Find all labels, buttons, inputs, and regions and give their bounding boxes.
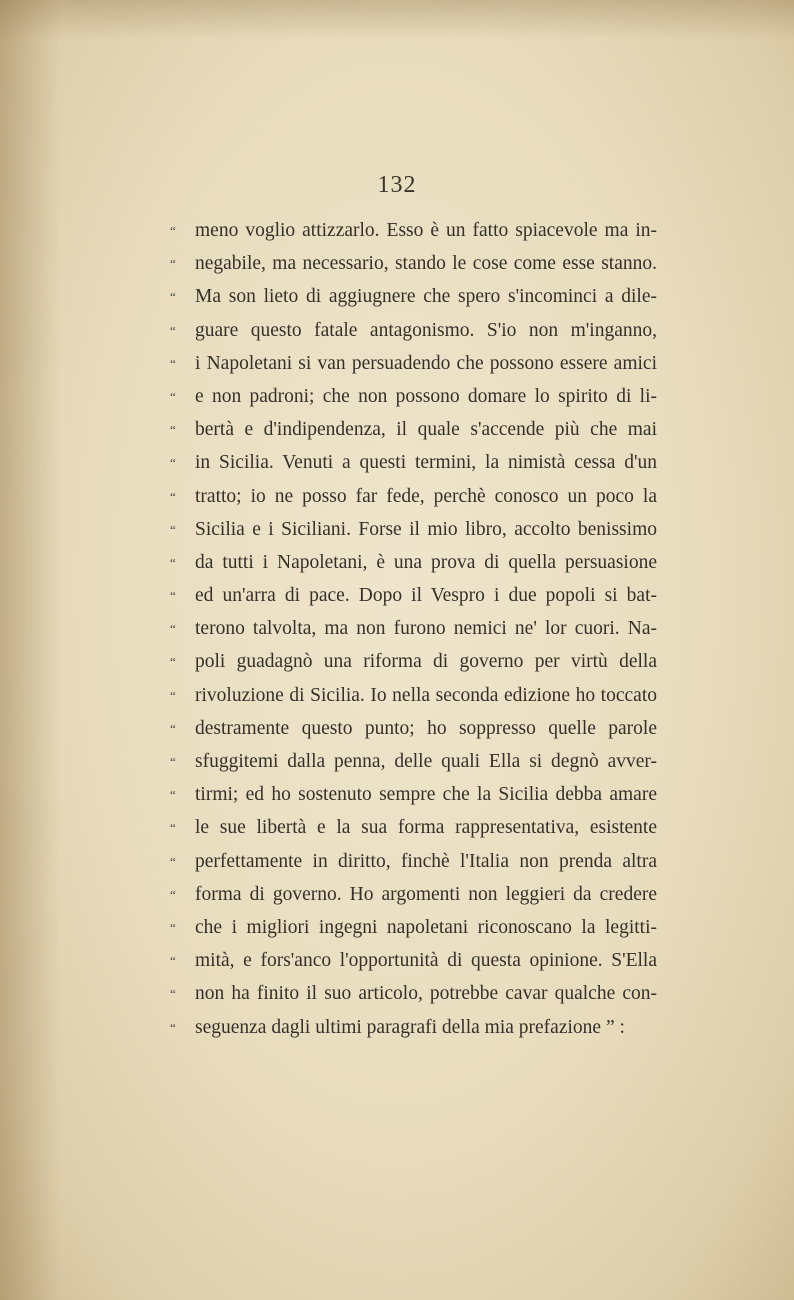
line-text: terono talvolta, ma non furono nemici ne' lor cuori. Na-	[195, 618, 657, 640]
line-text: da tutti i Napoletani, è una prova di quella persuasione	[195, 551, 657, 573]
quote-mark: “	[170, 488, 176, 504]
line-text: Sicilia e i Siciliani. Forse il mio libro, accolto benissimo	[195, 518, 657, 540]
line-text: negabile, ma necessario, stando le cose come esse stanno.	[195, 253, 657, 275]
text-line	[0, 977, 794, 1010]
line-text: mità, e fors'anco l'opportunità di questa opinione. S'Ella	[195, 950, 657, 972]
text-line	[0, 1011, 794, 1044]
text-line	[0, 380, 794, 413]
text-line	[0, 413, 794, 446]
quote-mark: “	[170, 588, 176, 604]
line-text: seguenza dagli ultimi paragrafi della mia prefazione ” :	[195, 1016, 625, 1038]
quote-mark: “	[170, 754, 176, 769]
quote-mark: “	[170, 886, 176, 902]
text-line	[0, 645, 794, 678]
text-line	[0, 679, 794, 712]
line-text: tratto; io ne posso far fede, perchè conosco un poco la	[195, 485, 657, 507]
text-line	[0, 778, 794, 811]
quote-mark: “	[170, 1019, 176, 1035]
quote-mark: “	[170, 687, 176, 703]
text-line	[0, 347, 794, 380]
line-text: in Sicilia. Venuti a questi termini, la nimistà cessa d'un	[195, 452, 657, 474]
line-text: non ha finito il suo articolo, potrebbe cavar qualche con-	[195, 983, 657, 1005]
text-line	[0, 845, 794, 878]
line-text: meno voglio attizzarlo. Esso è un fatto spiacevole ma in-	[195, 220, 657, 241]
quote-mark: “	[170, 787, 176, 803]
quote-mark: “	[170, 554, 176, 570]
quote-mark: “	[170, 853, 176, 869]
quote-mark: “	[170, 986, 176, 1002]
text-line	[0, 280, 794, 313]
quote-mark: “	[170, 455, 176, 471]
quote-mark: “	[170, 919, 176, 935]
text-line	[0, 446, 794, 479]
line-text: bertà e d'indipendenza, il quale s'accende più che mai	[195, 419, 657, 441]
text-line	[0, 579, 794, 612]
line-text: guare questo fatale antagonismo. S'io non m'inganno,	[195, 319, 657, 341]
line-text: sfuggitemi dalla penna, delle quali Ella si degnò avver-	[195, 751, 657, 772]
line-text: destramente questo punto; ho soppresso quelle parole	[195, 717, 657, 739]
line-text: e non padroni; che non possono domare lo spirito di li-	[195, 385, 657, 407]
line-text: ed un'arra di pace. Dopo il Vespro i due popoli si bat-	[195, 585, 657, 607]
quote-mark: “	[170, 720, 176, 736]
quote-mark: “	[170, 355, 176, 371]
text-line	[0, 214, 794, 247]
quote-mark: “	[170, 223, 176, 238]
line-text: forma di governo. Ho argomenti non leggieri da credere	[195, 883, 657, 905]
text-line	[0, 314, 794, 347]
text-line	[0, 911, 794, 944]
line-text: i Napoletani si van persuadendo che possono essere amici	[195, 352, 657, 374]
text-line	[0, 612, 794, 645]
quote-mark: “	[170, 820, 176, 836]
text-line	[0, 745, 794, 778]
line-text: poli guadagnò una riforma di governo per virtù della	[195, 651, 657, 673]
line-text: tirmi; ed ho sostenuto sempre che la Sicilia debba amare	[195, 784, 657, 806]
quote-mark: “	[170, 422, 176, 438]
body-text	[0, 214, 794, 1044]
quote-mark: “	[170, 388, 176, 404]
page-number: 132	[377, 172, 417, 198]
line-text: rivoluzione di Sicilia. Io nella seconda edizione ho toccato	[195, 684, 657, 706]
text-line	[0, 811, 794, 844]
quote-mark: “	[170, 621, 176, 637]
page-shadow-top	[0, 0, 794, 40]
quote-mark: “	[170, 322, 176, 338]
line-text: le sue libertà e la sua forma rappresentativa, esistente	[195, 817, 657, 839]
line-text: perfettamente in diritto, finchè l'Italia non prenda altra	[195, 850, 657, 872]
quote-mark: “	[170, 953, 176, 969]
text-line	[0, 712, 794, 745]
line-text: Ma son lieto di aggiugnere che spero s'incominci a dile-	[195, 286, 657, 308]
quote-mark: “	[170, 521, 176, 537]
text-line	[0, 546, 794, 579]
text-line	[0, 878, 794, 911]
quote-mark: “	[170, 289, 176, 305]
quote-mark: “	[170, 654, 176, 670]
line-text: che i migliori ingegni napoletani riconoscano la legitti-	[195, 916, 657, 938]
text-line	[0, 513, 794, 546]
text-line	[0, 944, 794, 977]
text-line	[0, 247, 794, 280]
text-line	[0, 480, 794, 513]
quote-mark: “	[170, 256, 176, 272]
